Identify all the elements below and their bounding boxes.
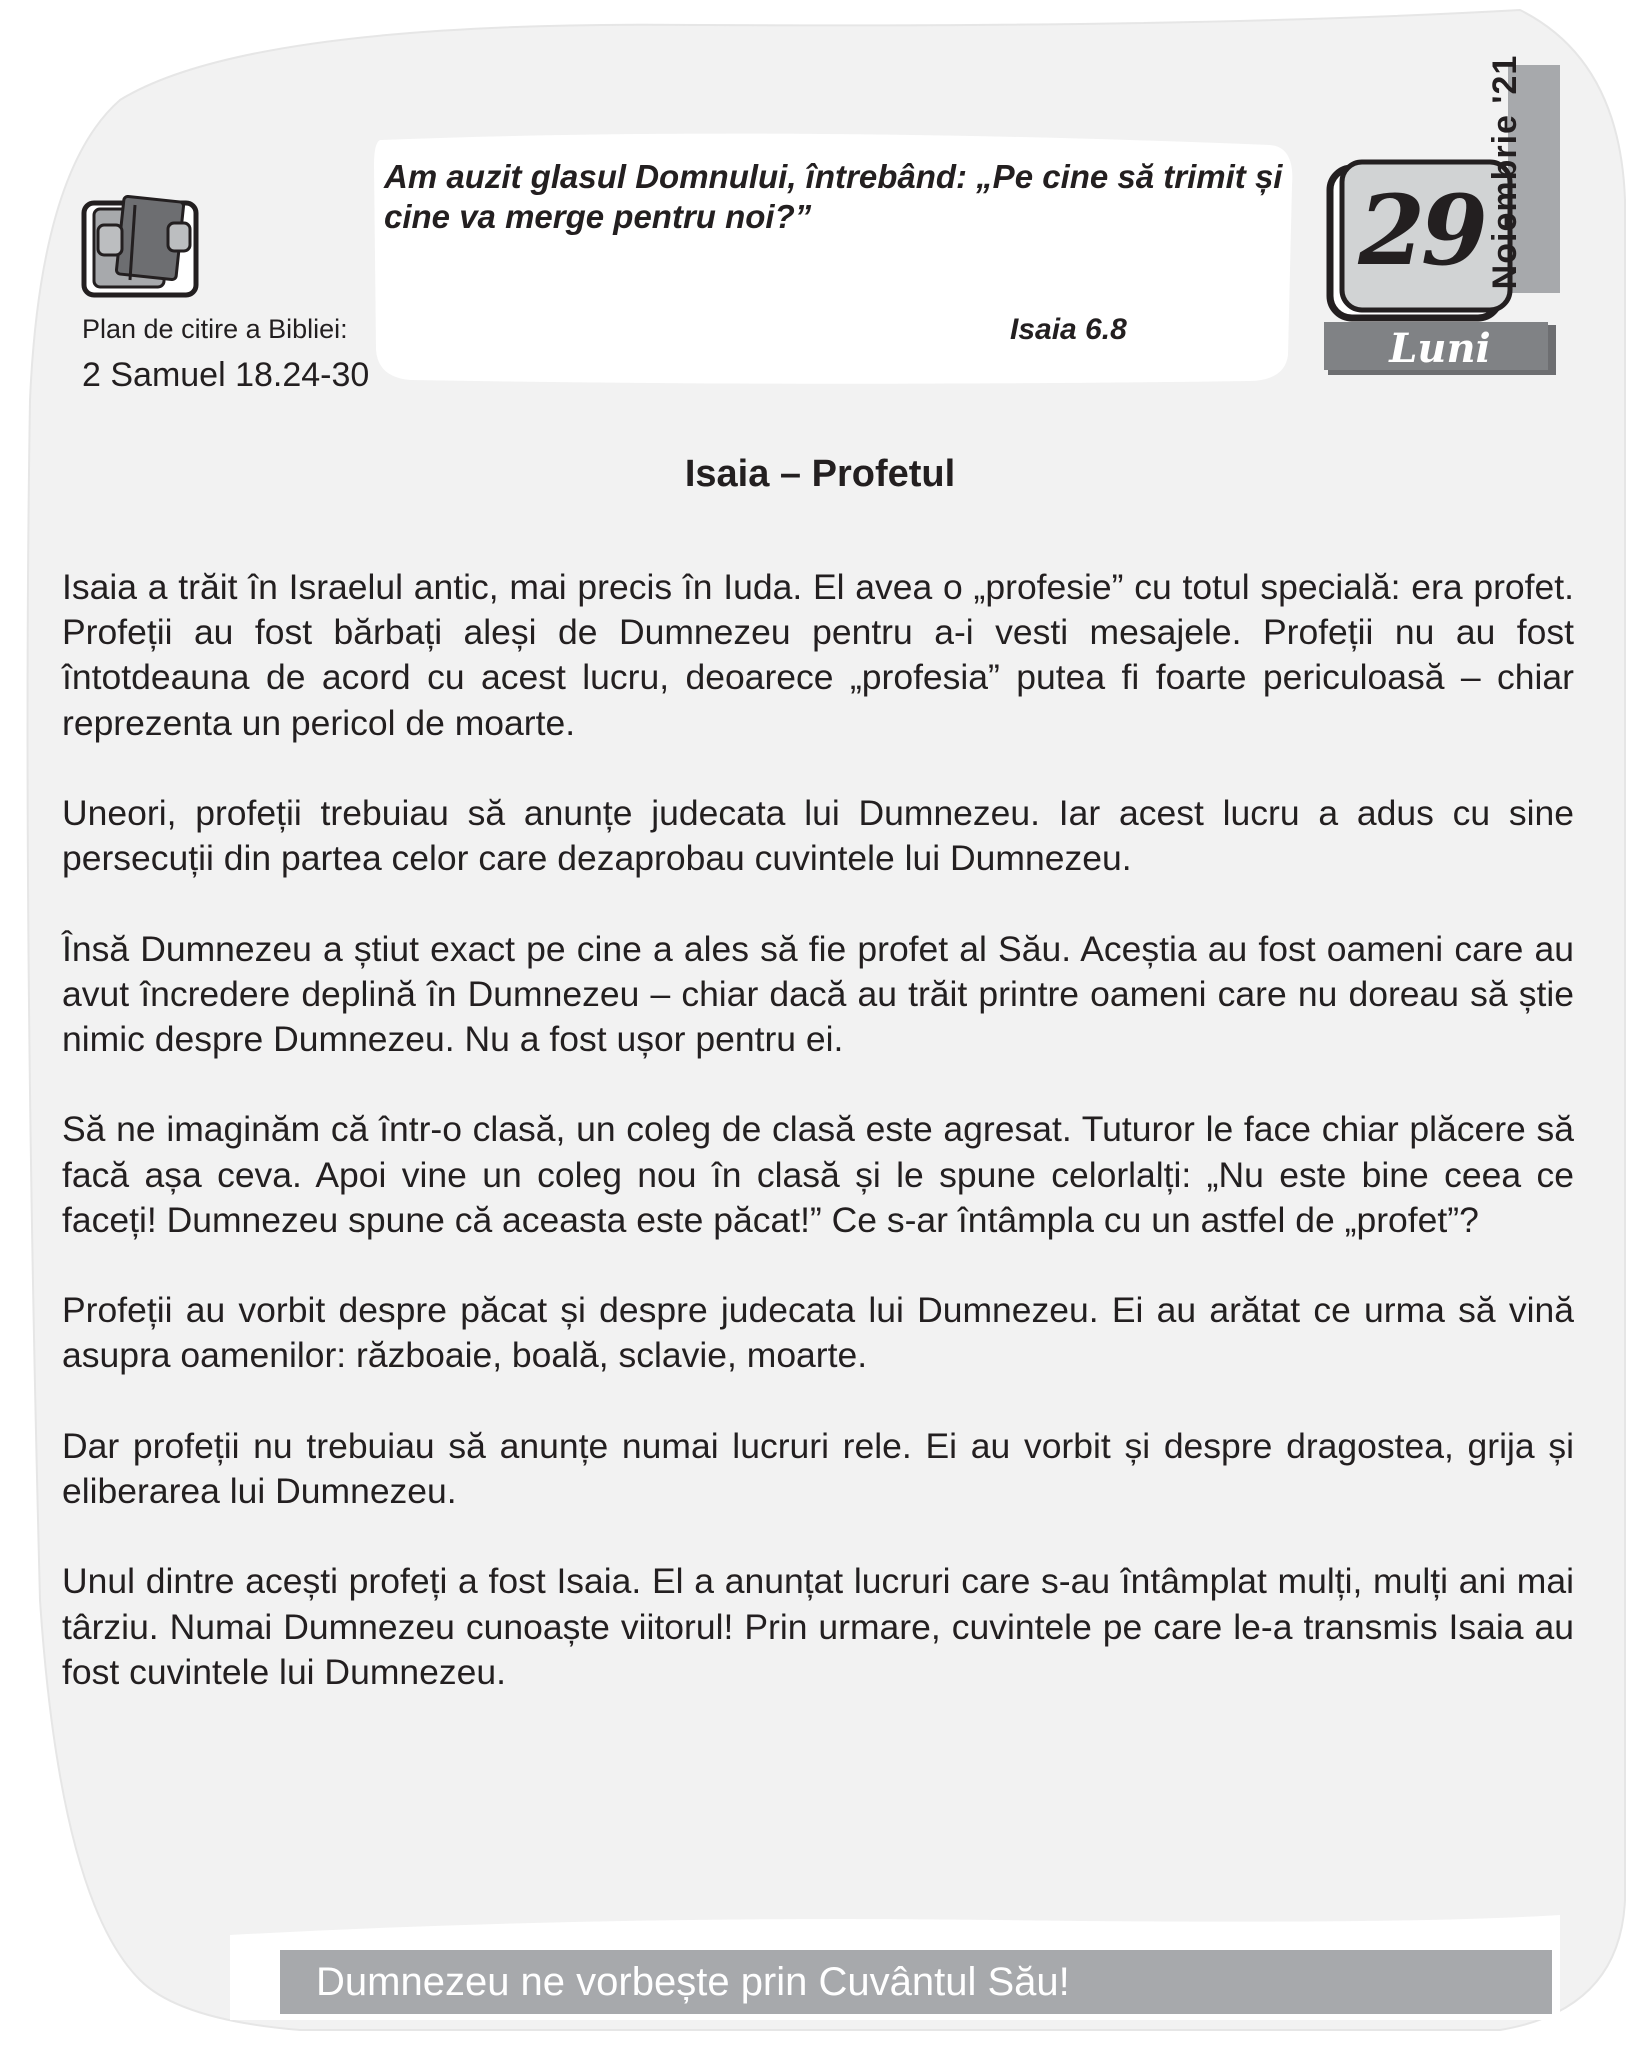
body-text bbox=[62, 565, 1574, 1740]
date-month: Noiembrie '21 bbox=[1486, 54, 1524, 290]
date-day: 29 bbox=[1358, 174, 1484, 287]
page-title: Isaia – Profetul bbox=[684, 453, 956, 495]
paragraph: Unul dintre acești profeți a fost Isaia. El a anunțat lucruri care s-au întâmplat mulți, mulți ani mai târziu. Numai Dumnezeu cunoaște viitorul! Prin urmare, cuvintele pe care le-a transmis Isaia au fost cuvintele lui Dumnezeu. bbox=[62, 1561, 1574, 1692]
paragraph: Dar profeții nu trebuiau să anunțe numai lucruri rele. Ei au vorbit și despre dragostea, grija și eliberarea lui Dumnezeu. bbox=[62, 1425, 1574, 1511]
verse-reference: Isaia 6.8 bbox=[1010, 313, 1127, 346]
date-weekday: Luni bbox=[1389, 325, 1491, 372]
paragraph: Însă Dumnezeu a știut exact pe cine a ales să fie profet al Său. Aceștia au fost oameni care au avut încredere deplină în Dumnezeu – chiar dacă au trăit printre oameni care nu doreau să știe nimic despre Dumnezeu. Nu a fost ușor pentru ei. bbox=[62, 928, 1574, 1059]
verse-text: Am auzit glasul Domnului, întrebând: „Pe cine să trimit și cine va merge pentru noi?” bbox=[384, 158, 1283, 235]
paragraph: Profeții au vorbit despre păcat și despre judecata lui Dumnezeu. Ei au arătat ce urma să vină asupra oamenilor: războaie, boală, sclavie, moarte. bbox=[62, 1290, 1574, 1376]
bible-reading-icon bbox=[80, 195, 205, 300]
paragraph: Să ne imaginăm că într-o clasă, un coleg de clasă este agresat. Tuturor le face chiar plăcere să facă așa ceva. Apoi vine un coleg nou în clasă și le spune celorlalți: „Nu este bine ceea ce faceți! Dumnezeu spune că aceasta este păcat!” Ce s-ar întâmpla cu un astfel de „profet”? bbox=[62, 1109, 1574, 1240]
reading-plan-reference: 2 Samuel 18.24-30 bbox=[82, 356, 370, 394]
footer-text: Dumnezeu ne vorbește prin Cuvântul Său! bbox=[316, 1960, 1070, 2004]
reading-plan-label: Plan de citire a Bibliei: bbox=[82, 314, 348, 344]
paragraph: Isaia a trăit în Israelul antic, mai precis în Iuda. El avea o „profesie” cu totul specială: era profet. Profeții au fost bărbați aleși de Dumnezeu pentru a-i vesti mesajele. Profeții nu au fost întotdeauna de acord cu acest lucru, deoarece „profesia” putea fi foarte periculoasă – chiar reprezenta un pericol de moarte. bbox=[62, 567, 1574, 743]
paragraph: Uneori, profeții trebuiau să anunțe judecata lui Dumnezeu. Iar acest lucru a adus cu sine persecuții din partea celor care dezaprobau cuvintele lui Dumnezeu. bbox=[62, 793, 1574, 879]
